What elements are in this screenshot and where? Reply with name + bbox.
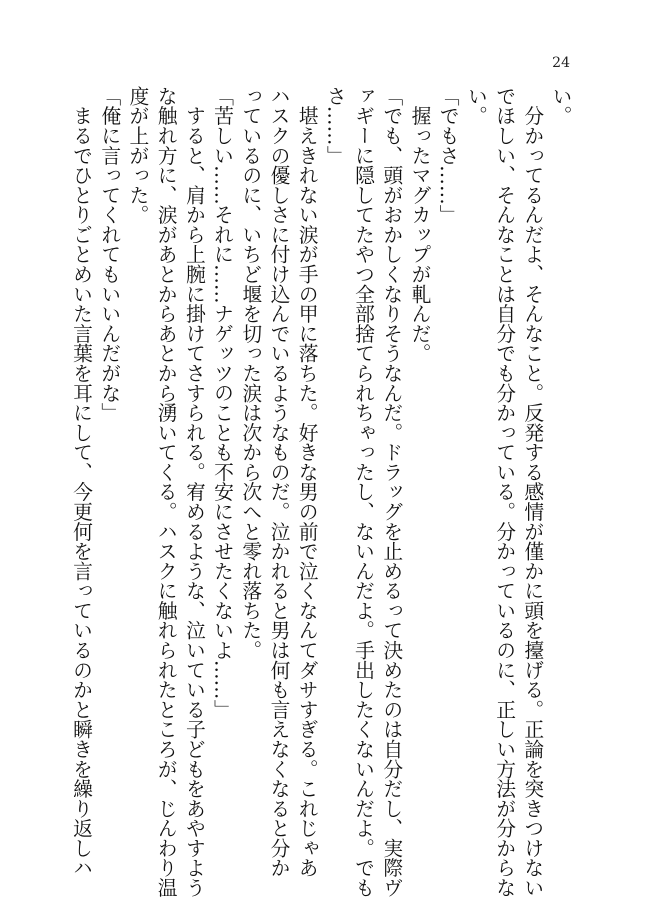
text-line: ァギーに隠してたやつ全部捨てられちゃったし、ないんだよ。手出したくないんだよ。でも [351, 86, 375, 898]
text-line: 堪えきれない涙が手の甲に落ちた。好きな男の前で泣くなんてダサすぎる。これじゃあ [295, 86, 319, 878]
text-line: でほしい、そんなことは自分でも分かっている。分かっているのに、正しい方法が分からな [492, 86, 516, 898]
text-line: 度が上がった。 [125, 86, 149, 225]
text-line: 分かってるんだよ、そんなこと。反発する感情が僅かに頭を擡げる。正論を突きつけない [520, 86, 544, 898]
text-line: な触れ方に、涙があとからあとから湧いてくる。ハスクに触れられたところが、じんわり温 [154, 86, 178, 898]
text-line: い。 [464, 86, 488, 126]
text-line: すると、肩から上腕に掛けてさすられる。宥めるような、泣いている子どもをあやすよう [182, 86, 206, 898]
text-line: 「でもさ……」 [436, 86, 460, 225]
text-line: さ……」 [323, 86, 347, 166]
text-line: 「でも、頭がおかしくなりそうなんだ。ドラッグを止めるって決めたのは自分だし、実際ヴ [379, 86, 403, 898]
vertical-body-text [66, 86, 574, 898]
text-line: い。 [549, 86, 572, 126]
text-line: ハスクの優しさに付け込んでいるようなものだ。泣かれると男は何も言えなくなると分か [266, 86, 290, 878]
page-number: 24 [552, 55, 570, 71]
text-line: っているのに、いちど堰を切った涙は次から次へと零れ落ちた。 [238, 86, 262, 660]
text-line: 「苦しい……それに……ナゲッツのことも不安にさせたくないよ……」 [210, 86, 234, 720]
text-line: 握ったマグカップが軋んだ。 [407, 86, 431, 364]
text-line: 「俺に言ってくれてもいいんだがな」 [97, 86, 121, 423]
text-line: まるでひとりごとめいた言葉を耳にして、今更何を言っているのかと瞬きを繰り返しハ [69, 86, 93, 878]
